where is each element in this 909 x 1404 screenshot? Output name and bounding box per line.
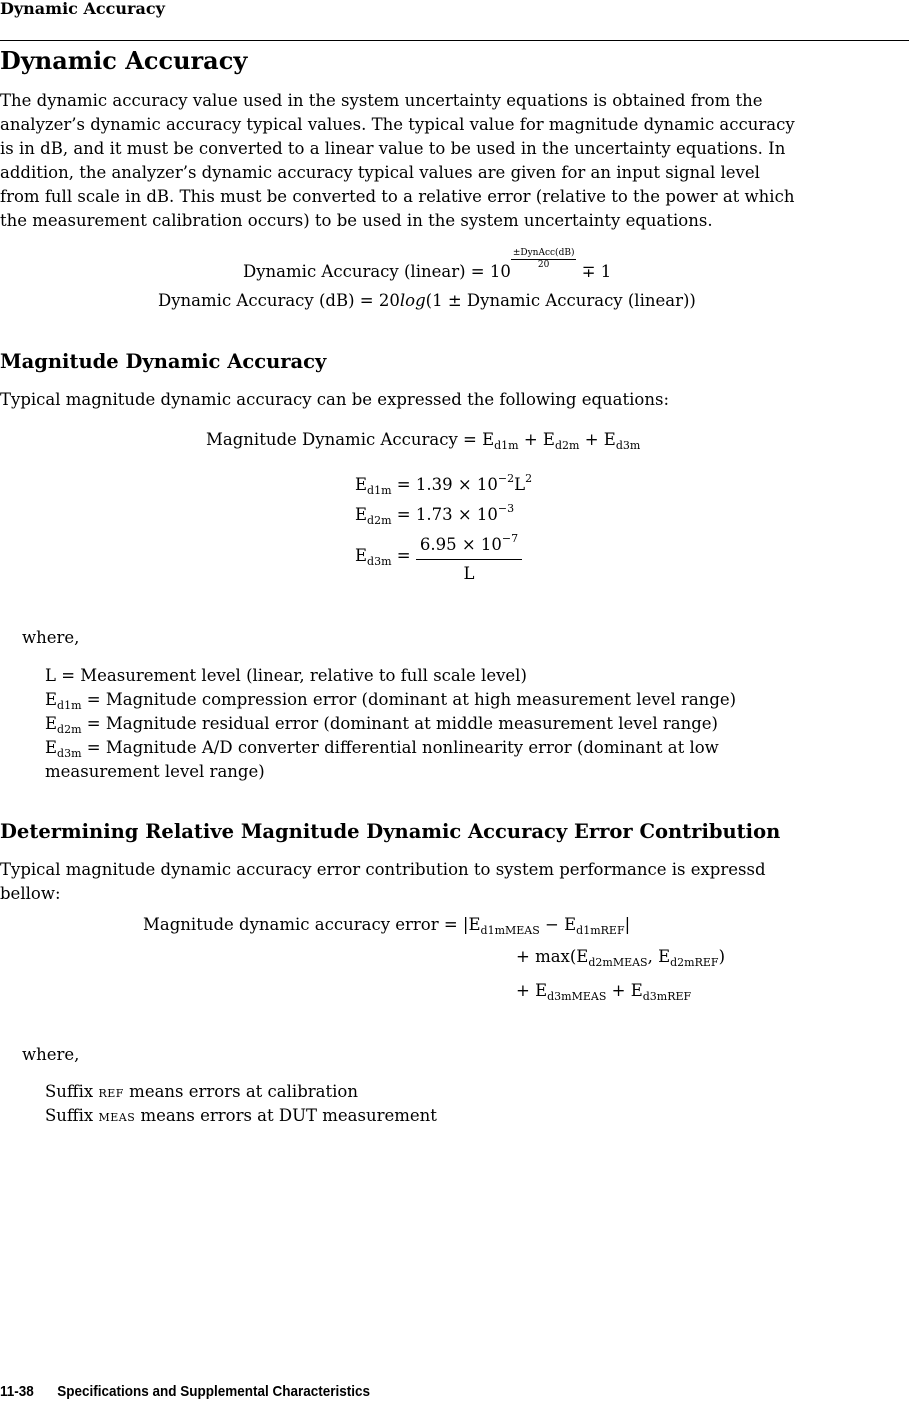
relative-magnitude-intro: Typical magnitude dynamic accuracy error contribution to system performance is expressd bellow: — [0, 860, 766, 903]
where-label: where, — [22, 1045, 80, 1064]
where-label: where, — [22, 628, 80, 647]
ed3m-fraction: $\frac{6.95 \times 10^{-7}}{L}$ — [416, 528, 522, 585]
section-title-dynamic-accuracy: Dynamic Accuracy — [0, 46, 248, 75]
suffix-meas-definition: Suffix MEAS means errors at DUT measurement — [45, 1106, 437, 1125]
paragraph-line: the measurement calibration occurs) to be used in the system uncertainty equations. — [0, 211, 713, 230]
definition-ed3m: $E_{d3m}$ = Magnitude A/D converter differential nonlinearity error (dominant at low — [45, 738, 719, 760]
equation-ed1m: $E_{d1m} = 1.39 \times 10^{-2}L^2$ — [355, 472, 533, 497]
running-header-title: Dynamic Accuracy — [0, 0, 165, 18]
section-title-magnitude-dynamic-accuracy: Magnitude Dynamic Accuracy — [0, 350, 327, 373]
magnitude-intro: Typical magnitude dynamic accuracy can be expressed the following equations: — [0, 390, 670, 409]
equation-dynamic-accuracy-linear: Dynamic Accuracy (linear) = 10 $\frac{\text{±DynAcc(dB)}}{20}$ ∓ 1 — [243, 248, 612, 281]
equation-dynamic-accuracy-db: Dynamic Accuracy (dB) = 20log(1 ± Dynamic Accuracy (linear)) — [158, 291, 696, 310]
equation-error-line3: + $E_{d3mMEAS} + E_{d3mREF}$ — [516, 981, 692, 1003]
equation-error-line2: + $\max(E_{d2mMEAS}$, $E_{d2mREF}$) — [516, 947, 725, 969]
page-number: 11-38 — [0, 1383, 34, 1400]
definition-ed2m: $E_{d2m}$ = Magnitude residual error (dominant at middle measurement level range) — [45, 714, 718, 736]
equation-ed2m: $E_{d2m} = 1.73 \times 10^{-3}$ — [355, 502, 515, 527]
suffix-ref-definition: Suffix REF means errors at calibration — [45, 1082, 358, 1101]
running-header — [0, 0, 909, 41]
exponent-fraction: $\frac{\text{±DynAcc(dB)}}{20}$ — [512, 248, 575, 270]
section-title-relative-magnitude: Determining Relative Magnitude Dynamic Accuracy Error Contribution — [0, 820, 781, 843]
definition-ed3m-continued: measurement level range) — [45, 762, 265, 781]
definition-ed1m: $E_{d1m}$ = Magnitude compression error (dominant at high measurement level range) — [45, 690, 737, 712]
dynamic-accuracy-paragraph — [0, 89, 909, 233]
equation-magnitude-sum: Magnitude Dynamic Accuracy = $E_{d1m} + E_{d2m} + E_{d3m}$ — [206, 430, 641, 452]
paragraph-line: The dynamic accuracy value used in the system uncertainty equations is obtained from the — [0, 91, 763, 110]
equation-error-line1: Magnitude dynamic accuracy error = $|E_{d1mMEAS} - E_{d1mREF}|$ — [143, 915, 631, 937]
page-footer — [0, 1383, 370, 1400]
footer-title: Specifications and Supplemental Characteristics — [57, 1383, 371, 1400]
equation-ed3m: $E_{d3m}$ = $\frac{6.95 \times 10^{-7}}{L}$ — [355, 528, 522, 585]
paragraph-line: from full scale in dB. This must be converted to a relative error (relative to the power at which — [0, 187, 795, 206]
paragraph-line: is in dB, and it must be converted to a linear value to be used in the uncertainty equations. In — [0, 139, 786, 158]
paragraph-line: analyzer’s dynamic accuracy typical values. The typical value for magnitude dynamic accuracy — [0, 115, 795, 134]
paragraph-line: addition, the analyzer’s dynamic accuracy typical values are given for an input signal level — [0, 163, 760, 182]
definition-l: L = Measurement level (linear, relative to full scale level) — [45, 666, 527, 685]
